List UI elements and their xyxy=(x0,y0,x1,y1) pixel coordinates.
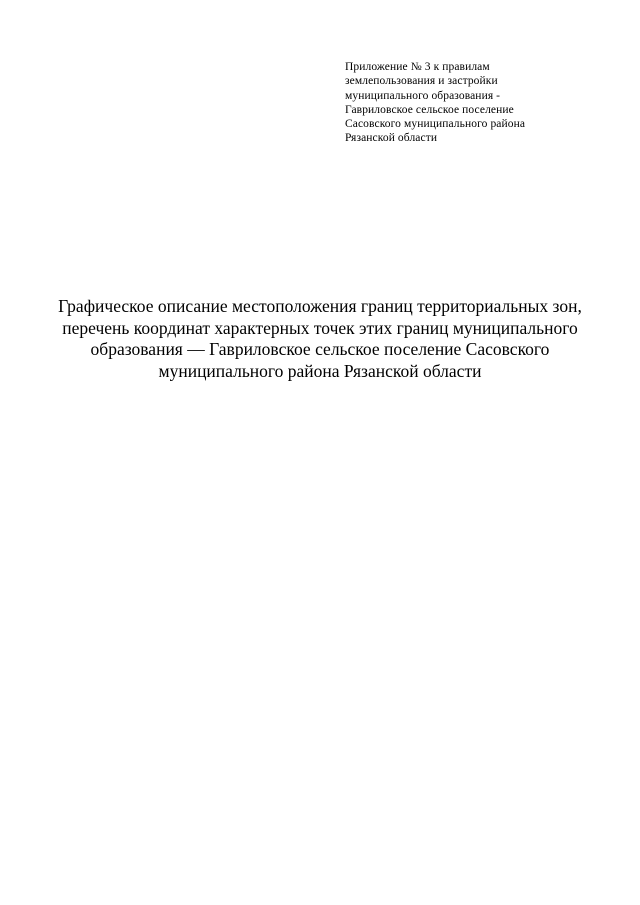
appendix-line: землепользования и застройки xyxy=(345,75,498,88)
title-line: образования — Гавриловское сельское поселение Сасовского xyxy=(90,339,550,359)
appendix-note xyxy=(345,60,605,146)
appendix-line: Приложение № 3 к правилам xyxy=(345,61,490,73)
document-title xyxy=(40,296,600,382)
appendix-line: Рязанской области xyxy=(345,132,438,145)
appendix-line: Гавриловское сельское поселение xyxy=(345,103,514,116)
appendix-line: Сасовского муниципального района xyxy=(345,118,526,131)
title-line: муниципального района Рязанской области xyxy=(158,360,482,381)
appendix-line: муниципального образования - xyxy=(345,89,501,102)
title-line: Графическое описание местоположения границ территориальных зон, xyxy=(58,296,582,316)
title-line: перечень координат характерных точек этих границ муниципального xyxy=(62,317,578,338)
